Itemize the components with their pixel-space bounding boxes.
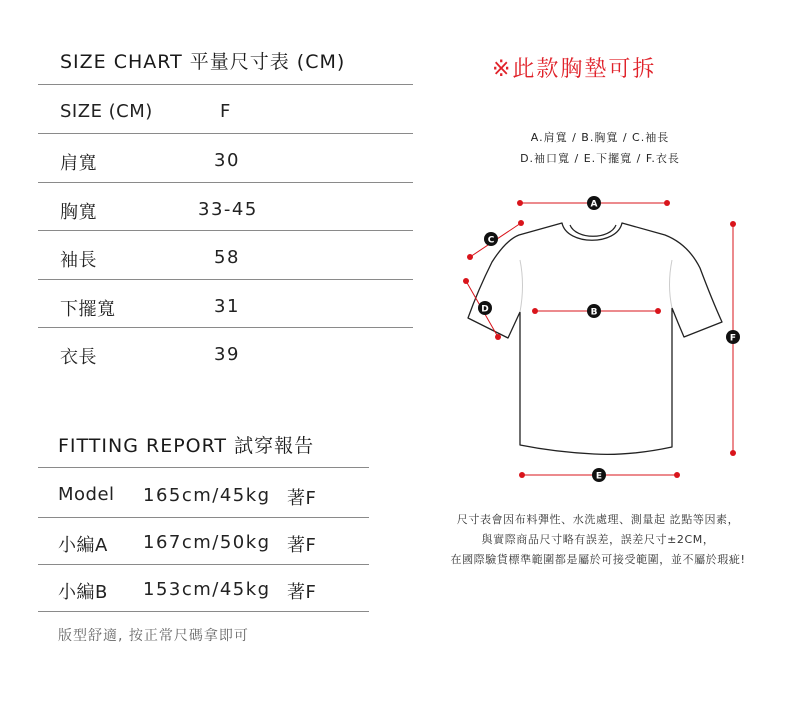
fit-name-model: Model	[58, 484, 115, 505]
endpoint-dot	[463, 278, 469, 284]
disclaimer-line-3: 在國際驗貨標準範圍都是屬於可接受範圍，並不屬於瑕疵!	[450, 553, 746, 566]
size-chart-title: SIZE CHART 平量尺寸表 (CM)	[60, 51, 346, 73]
marker-c-label: C	[487, 235, 495, 246]
fitting-report-title: FITTING REPORT 試穿報告	[58, 435, 315, 457]
endpoint-dot	[467, 254, 473, 260]
fit-note: 版型舒適, 按正常尺碼拿即可	[58, 628, 249, 644]
row-label-length: 衣長	[60, 347, 97, 368]
endpoint-dot	[518, 220, 524, 226]
legend-line-2: D.袖口寬 / E.下擺寬 / F.衣長	[520, 152, 680, 165]
row-value-hem: 31	[214, 296, 240, 317]
fit-measure-model: 165cm/45kg	[143, 485, 271, 506]
tshirt-outline	[468, 223, 722, 454]
row-value-chest: 33-45	[198, 199, 258, 220]
fit-size-model: 著F	[287, 488, 317, 509]
endpoint-dot	[730, 221, 736, 227]
marker-b-label: B	[590, 307, 598, 318]
endpoint-dot	[517, 200, 523, 206]
marker-f-label: F	[729, 333, 737, 344]
endpoint-dot	[664, 200, 670, 206]
row-label-sleeve: 袖長	[60, 250, 97, 271]
fit-measure-editor-b: 153cm/45kg	[143, 579, 271, 600]
fit-name-editor-b: 小編B	[58, 582, 108, 603]
row-value-length: 39	[214, 344, 240, 365]
size-header-value: F	[220, 101, 231, 122]
row-label-chest: 胸寬	[60, 202, 97, 223]
marker-a-label: A	[590, 199, 598, 210]
endpoint-dot	[655, 308, 661, 314]
fit-size-editor-b: 著F	[287, 582, 317, 603]
marker-d-label: D	[481, 304, 489, 315]
endpoint-dot	[519, 472, 525, 478]
endpoint-dot	[674, 472, 680, 478]
disclaimer-line-2: 與實際商品尺寸略有誤差，誤差尺寸±2CM，	[481, 533, 715, 546]
marker-e-label: E	[595, 471, 603, 482]
legend-line-1: A.肩寬 / B.胸寬 / C.袖長	[530, 131, 670, 144]
size-header-label: SIZE (CM)	[60, 101, 153, 122]
row-value-shoulder: 30	[214, 150, 240, 171]
fit-measure-editor-a: 167cm/50kg	[143, 532, 271, 553]
endpoint-dot	[532, 308, 538, 314]
fit-name-editor-a: 小編A	[58, 535, 108, 556]
endpoint-dot	[730, 450, 736, 456]
tshirt-collar	[570, 225, 616, 236]
removable-pad-notice: ※此款胸墊可拆	[492, 57, 657, 82]
endpoint-dot	[495, 334, 501, 340]
row-label-hem: 下擺寬	[60, 299, 116, 320]
fit-size-editor-a: 著F	[287, 535, 317, 556]
disclaimer-line-1: 尺寸表會因布料彈性、水洗處理、測量起 訖點等因素，	[456, 513, 740, 526]
row-label-shoulder: 肩寬	[60, 153, 97, 174]
row-value-sleeve: 58	[214, 247, 240, 268]
